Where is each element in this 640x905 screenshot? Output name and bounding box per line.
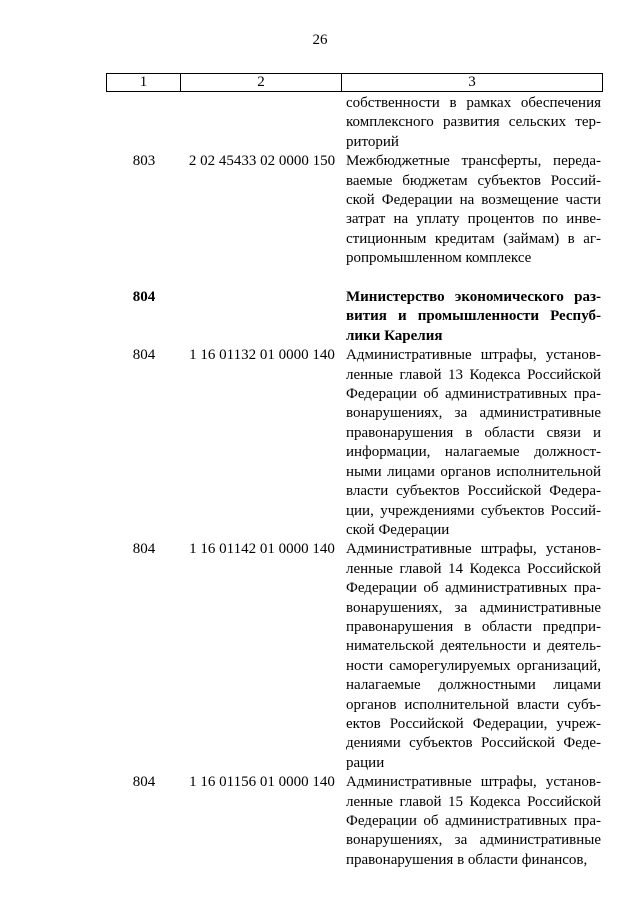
description-line: ными лицами органов исполнительной	[346, 463, 601, 480]
table-row	[106, 540, 603, 773]
table-body	[106, 94, 603, 870]
description-cell	[346, 288, 601, 346]
table-header-col-1: 1	[107, 74, 181, 91]
admin-code-cell: 804	[132, 774, 156, 791]
table-row	[106, 346, 603, 540]
description-line: ской Федерации на возмещение части	[346, 192, 601, 209]
admin-code-cell: 804	[132, 347, 156, 364]
budget-code-cell: 1 16 01142 01 0000 140	[189, 541, 335, 558]
description-line: рации	[346, 754, 385, 771]
description-line: вонарушениях, за административные	[346, 832, 601, 849]
description-cell	[346, 540, 601, 773]
table-row	[106, 288, 603, 346]
description-line: правонарушения в области финансов,	[346, 851, 588, 868]
budget-code-cell: 2 02 45433 02 0000 150	[188, 153, 336, 170]
table-header-row	[106, 73, 603, 92]
description-line: Административные штрафы, установ-	[346, 541, 601, 558]
table-row	[106, 94, 603, 152]
admin-code-cell: 804	[132, 289, 156, 306]
description-line: ленные главой 14 Кодекса Российской	[346, 560, 601, 577]
description-line: информации, налагаемые должност-	[346, 444, 601, 461]
description-line: правонарушения в области предпри-	[346, 618, 601, 635]
description-line: Административные штрафы, установ-	[346, 347, 601, 364]
description-line: Министерство экономического раз-	[346, 289, 601, 306]
description-line: ности саморегулируемых организаций,	[346, 657, 601, 674]
description-cell	[346, 94, 601, 152]
description-line: вонарушениях, за административные	[346, 405, 601, 422]
description-cell	[346, 773, 601, 870]
description-cell	[346, 152, 601, 268]
description-line: вонарушениях, за административные	[346, 599, 601, 616]
table-row	[106, 152, 603, 268]
admin-code-cell: 803	[132, 153, 156, 170]
description-line: Административные штрафы, установ-	[346, 774, 601, 791]
description-line: затрат на уплату процентов по инве-	[346, 211, 601, 228]
description-line: органов исполнительной власти субъ-	[346, 696, 601, 713]
description-line: Федерации об административных пра-	[346, 386, 601, 403]
description-line: ской Федерации	[346, 521, 450, 538]
description-line: риторий	[346, 133, 399, 150]
description-line: собственности в рамках обеспечения	[346, 95, 601, 111]
budget-code-cell: 1 16 01156 01 0000 140	[189, 774, 335, 791]
table-row	[106, 773, 603, 870]
description-line: лики Карелия	[346, 327, 443, 344]
page-number: 26	[312, 32, 328, 48]
description-line: Федерации об административных пра-	[346, 813, 601, 830]
description-line: налагаемые должностными лицами	[346, 677, 601, 694]
description-line: ленные главой 13 Кодекса Российской	[346, 366, 601, 383]
description-line: ции, учреждениями субъектов Россий-	[346, 502, 601, 519]
description-line: Межбюджетные трансферты, переда-	[346, 153, 601, 170]
description-line: дениями субъектов Российской Феде-	[346, 735, 601, 752]
table-header-col-3: 3	[468, 74, 476, 90]
description-line: ропромышленном комплексе	[346, 250, 532, 267]
description-line: ленные главой 15 Кодекса Российской	[346, 793, 601, 810]
admin-code-cell: 804	[132, 541, 156, 558]
budget-code-cell: 1 16 01132 01 0000 140	[189, 347, 335, 364]
table-header-col-2: 2	[181, 74, 342, 91]
description-line: ектов Российской Федерации, учреж-	[346, 715, 601, 732]
description-line: правонарушения в области связи и	[346, 424, 601, 441]
description-line: комплексного развития сельских тер-	[346, 114, 601, 131]
description-line: власти субъектов Российской Федера-	[346, 483, 601, 500]
description-line: ваемые бюджетам субъектов Россий-	[346, 172, 601, 189]
description-cell	[346, 346, 601, 540]
description-line: нимательской деятельности и деятель-	[346, 638, 601, 655]
description-line: вития и промышленности Респуб-	[346, 308, 601, 325]
description-line: Федерации об административных пра-	[346, 580, 601, 597]
description-line: стиционным кредитам (займам) в аг-	[346, 230, 601, 247]
